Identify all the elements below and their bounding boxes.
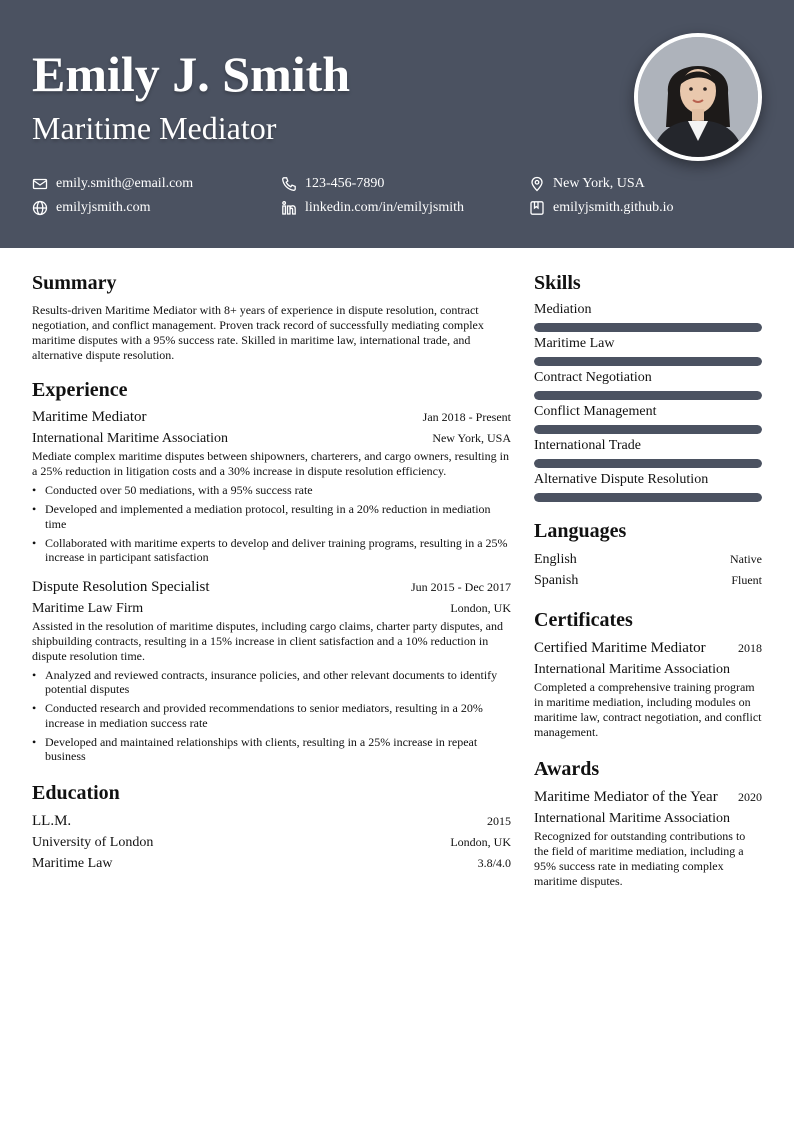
certificate-year: 2018 bbox=[738, 641, 762, 655]
bookmark-icon bbox=[529, 200, 545, 216]
job-location: New York, USA bbox=[432, 431, 511, 445]
summary-heading: Summary bbox=[32, 272, 117, 294]
experience-heading: Experience bbox=[32, 379, 128, 401]
contact-website[interactable] bbox=[32, 199, 151, 217]
job-description: Assisted in the resolution of maritime disputes, including cargo claims, charter party disputes, and shipbuilding contracts, resulting in a 15% increase in client satisfaction and a 10% reduction in dispute resolution time. bbox=[32, 618, 504, 663]
job-entry bbox=[32, 407, 511, 565]
award-description: Recognized for outstanding contributions to the field of maritime mediation, including a 95% success rate in mediating complex maritime disputes. bbox=[534, 829, 746, 888]
main-column bbox=[32, 268, 511, 874]
job-company: Maritime Law Firm bbox=[32, 600, 144, 616]
skill-item bbox=[534, 301, 762, 332]
skill-level-bar bbox=[534, 459, 762, 468]
resume-header bbox=[0, 0, 794, 248]
education-field: Maritime Law bbox=[32, 855, 113, 871]
job-bullets bbox=[32, 483, 511, 565]
skill-level-fill bbox=[534, 425, 762, 434]
skill-level-bar bbox=[534, 357, 762, 366]
job-bullet: • Developed and maintained relationships with clients, resulting in a 25% increase in repeat business bbox=[32, 735, 511, 764]
education-school: University of London bbox=[32, 834, 154, 850]
job-bullet: • Developed and implemented a mediation protocol, resulting in a 20% reduction in mediation time bbox=[32, 502, 511, 531]
language-name: Spanish bbox=[534, 573, 579, 588]
job-title: Dispute Resolution Specialist bbox=[32, 578, 210, 595]
skill-item bbox=[534, 471, 762, 502]
education-location: London, UK bbox=[450, 834, 511, 849]
summary-text: Results-driven Maritime Mediator with 8+ years of experience in dispute resolution, contract negotiation, and conflict management. Proven track record of successfully mediating complex maritime disputes with a 95% success rate. Skilled in maritime law, international trade, and alternative dispute resolution. bbox=[32, 303, 484, 362]
skill-level-bar bbox=[534, 425, 762, 434]
skill-item bbox=[534, 369, 762, 400]
skill-level-fill bbox=[534, 493, 762, 502]
certificate-issuer: International Maritime Association bbox=[534, 662, 730, 677]
contact-phone[interactable] bbox=[281, 175, 384, 193]
certificate-name: Certified Maritime Mediator bbox=[534, 640, 706, 656]
job-dates: Jan 2018 - Present bbox=[422, 410, 511, 424]
experience-section bbox=[32, 375, 511, 764]
globe-icon bbox=[32, 200, 48, 216]
contact-github-text: emilyjsmith.github.io bbox=[553, 200, 674, 215]
job-entry bbox=[32, 577, 511, 764]
skill-name: Conflict Management bbox=[534, 404, 657, 419]
contact-website-text: emilyjsmith.com bbox=[56, 200, 151, 215]
language-level: Fluent bbox=[731, 573, 762, 587]
skill-level-fill bbox=[534, 357, 762, 366]
certificates-heading: Certificates bbox=[534, 609, 633, 631]
skill-level-bar bbox=[534, 391, 762, 400]
skill-level-fill bbox=[534, 391, 762, 400]
candidate-name: Emily J. Smith bbox=[32, 46, 351, 102]
job-description: Mediate complex maritime disputes between shipowners, charterers, and cargo owners, resulting in a 25% reduction in litigation costs and a 30% increase in dispute resolution efficiency. bbox=[32, 449, 509, 478]
job-dates: Jun 2015 - Dec 2017 bbox=[411, 579, 511, 594]
languages-section bbox=[534, 516, 762, 591]
education-gpa: 3.8/4.0 bbox=[477, 855, 511, 870]
language-name: English bbox=[534, 552, 577, 567]
profile-photo bbox=[634, 33, 762, 161]
awards-section bbox=[534, 754, 762, 889]
skill-name: Mediation bbox=[534, 302, 592, 317]
skill-item bbox=[534, 335, 762, 366]
summary-section bbox=[32, 268, 511, 363]
skill-level-bar bbox=[534, 493, 762, 502]
skill-name: Contract Negotiation bbox=[534, 370, 652, 385]
awards-heading: Awards bbox=[534, 758, 600, 780]
language-level: Native bbox=[730, 552, 762, 566]
contact-linkedin-text: linkedin.com/in/emilyjsmith bbox=[305, 200, 465, 215]
linkedin-icon bbox=[281, 200, 297, 216]
award-issuer: International Maritime Association bbox=[534, 811, 730, 826]
skill-level-fill bbox=[534, 323, 762, 332]
mail-icon bbox=[32, 176, 48, 192]
education-heading: Education bbox=[32, 781, 120, 804]
languages-heading: Languages bbox=[534, 520, 627, 542]
job-location: London, UK bbox=[450, 600, 511, 615]
job-bullet: • Conducted research and provided recommendations to senior mediators, resulting in a 20% increase in mediation success rate bbox=[32, 701, 511, 730]
education-section bbox=[32, 778, 511, 874]
contact-email-text: emily.smith@email.com bbox=[56, 176, 194, 191]
award-name: Maritime Mediator of the Year bbox=[534, 789, 718, 805]
job-bullet: • Analyzed and reviewed contracts, insurance policies, and other relevant documents to identify potential disputes bbox=[32, 668, 511, 697]
location-pin-icon bbox=[529, 176, 545, 192]
skills-heading: Skills bbox=[534, 272, 581, 294]
contact-linkedin[interactable] bbox=[281, 199, 464, 217]
skill-item bbox=[534, 403, 762, 434]
contact-email[interactable] bbox=[32, 175, 193, 193]
certificates-section bbox=[534, 605, 762, 740]
contact-location-text: New York, USA bbox=[553, 176, 645, 191]
skill-level-bar bbox=[534, 323, 762, 332]
candidate-title: Maritime Mediator bbox=[32, 110, 277, 146]
certificate-description: Completed a comprehensive training program in maritime mediation, including modules on maritime law, contract negotiation, and conflict management. bbox=[534, 680, 762, 739]
phone-icon bbox=[281, 176, 297, 192]
skill-name: Maritime Law bbox=[534, 336, 615, 351]
award-year: 2020 bbox=[738, 790, 762, 804]
job-company: International Maritime Association bbox=[32, 431, 228, 446]
job-bullets bbox=[32, 668, 511, 764]
job-title: Maritime Mediator bbox=[32, 409, 147, 425]
job-bullet: • Collaborated with maritime experts to develop and deliver training programs, resulting in a 25% increase in participant satisfaction bbox=[32, 536, 511, 565]
contact-phone-text: 123-456-7890 bbox=[305, 176, 385, 191]
side-column bbox=[534, 268, 762, 889]
contact-location bbox=[529, 175, 645, 193]
education-degree: LL.M. bbox=[32, 812, 72, 829]
skill-name: International Trade bbox=[534, 438, 641, 453]
job-bullet: • Conducted over 50 mediations, with a 95% success rate bbox=[32, 483, 511, 498]
skill-name: Alternative Dispute Resolution bbox=[534, 472, 709, 487]
skill-item bbox=[534, 437, 762, 468]
education-year: 2015 bbox=[487, 813, 511, 828]
skills-section bbox=[534, 268, 762, 502]
skill-level-fill bbox=[534, 459, 762, 468]
contact-github[interactable] bbox=[529, 199, 674, 217]
